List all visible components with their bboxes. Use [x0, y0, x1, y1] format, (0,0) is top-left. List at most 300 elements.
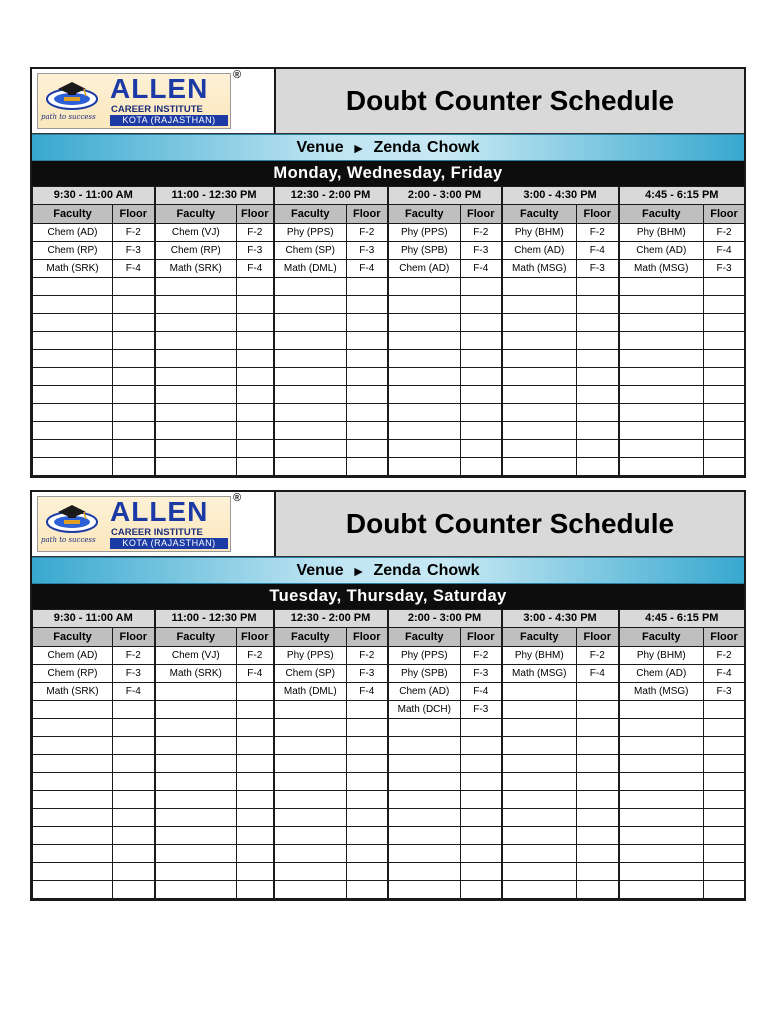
faculty-cell	[33, 278, 113, 296]
floor-cell	[347, 719, 388, 737]
floor-column-header: Floor	[113, 628, 155, 647]
faculty-cell	[155, 827, 237, 845]
floor-cell: F-2	[113, 647, 155, 665]
floor-cell	[347, 278, 388, 296]
table-row	[33, 845, 745, 863]
faculty-cell	[155, 683, 237, 701]
floor-column-header: Floor	[113, 205, 155, 224]
faculty-cell	[619, 332, 704, 350]
faculty-cell	[388, 296, 461, 314]
faculty-column-header: Faculty	[619, 205, 704, 224]
faculty-cell: Chem (VJ)	[155, 224, 237, 242]
faculty-cell	[155, 458, 237, 476]
floor-cell	[237, 719, 274, 737]
time-slot-header: 3:00 - 4:30 PM	[502, 610, 619, 628]
logo-area	[32, 69, 276, 133]
table-row	[33, 314, 745, 332]
floor-cell	[461, 368, 502, 386]
faculty-cell	[502, 278, 577, 296]
floor-cell	[704, 719, 745, 737]
faculty-cell: Math (SRK)	[155, 665, 237, 683]
table-row	[33, 224, 745, 242]
floor-cell	[461, 845, 502, 863]
faculty-cell	[274, 845, 347, 863]
floor-cell	[577, 881, 619, 899]
faculty-cell	[388, 314, 461, 332]
floor-cell	[113, 350, 155, 368]
floor-cell	[577, 422, 619, 440]
faculty-cell: Phy (BHM)	[619, 224, 704, 242]
floor-cell	[237, 755, 274, 773]
floor-cell	[113, 827, 155, 845]
faculty-cell	[274, 440, 347, 458]
allen-logo	[37, 496, 231, 552]
faculty-cell	[274, 719, 347, 737]
floor-cell	[237, 773, 274, 791]
floor-cell	[704, 701, 745, 719]
graduation-cap-emblem-icon	[42, 501, 102, 535]
table-row	[33, 773, 745, 791]
floor-cell	[113, 737, 155, 755]
faculty-cell	[502, 881, 577, 899]
faculty-cell	[33, 773, 113, 791]
faculty-cell	[619, 845, 704, 863]
floor-cell	[577, 845, 619, 863]
floor-cell: F-2	[113, 224, 155, 242]
floor-cell	[347, 404, 388, 422]
floor-cell	[577, 701, 619, 719]
floor-cell	[347, 737, 388, 755]
floor-cell	[577, 827, 619, 845]
faculty-cell	[155, 701, 237, 719]
faculty-cell	[33, 314, 113, 332]
faculty-cell	[155, 422, 237, 440]
floor-cell	[347, 386, 388, 404]
table-row	[33, 719, 745, 737]
faculty-column-header: Faculty	[155, 205, 237, 224]
schedule-table	[32, 186, 745, 476]
faculty-cell: Chem (AD)	[388, 683, 461, 701]
floor-cell	[461, 881, 502, 899]
time-slot-row	[33, 610, 745, 628]
floor-column-header: Floor	[704, 628, 745, 647]
floor-cell	[113, 404, 155, 422]
column-header-row	[33, 628, 745, 647]
faculty-column-header: Faculty	[502, 205, 577, 224]
floor-cell	[461, 791, 502, 809]
floor-cell	[237, 701, 274, 719]
floor-cell	[347, 440, 388, 458]
floor-cell: F-3	[113, 665, 155, 683]
schedule-body	[33, 224, 745, 476]
faculty-cell: Phy (PPS)	[274, 647, 347, 665]
page-title: Doubt Counter Schedule	[345, 85, 675, 116]
faculty-cell	[33, 881, 113, 899]
play-arrow-icon: ►	[351, 139, 366, 156]
floor-cell: F-4	[237, 665, 274, 683]
venue-label: Venue	[296, 561, 344, 579]
faculty-cell	[33, 458, 113, 476]
floor-column-header: Floor	[577, 628, 619, 647]
faculty-cell	[619, 737, 704, 755]
faculty-column-header: Faculty	[388, 628, 461, 647]
faculty-cell	[155, 332, 237, 350]
floor-cell: F-4	[461, 683, 502, 701]
faculty-cell	[33, 440, 113, 458]
faculty-cell	[155, 773, 237, 791]
floor-cell	[237, 440, 274, 458]
time-slot-header: 9:30 - 11:00 AM	[33, 187, 155, 205]
floor-cell	[237, 809, 274, 827]
floor-cell: F-2	[461, 224, 502, 242]
faculty-cell	[33, 332, 113, 350]
faculty-cell	[274, 755, 347, 773]
faculty-cell	[33, 737, 113, 755]
floor-cell	[113, 881, 155, 899]
floor-column-header: Floor	[704, 205, 745, 224]
floor-cell: F-3	[461, 701, 502, 719]
floor-cell	[461, 404, 502, 422]
table-row	[33, 863, 745, 881]
faculty-cell	[502, 683, 577, 701]
faculty-cell	[502, 701, 577, 719]
floor-cell: F-2	[704, 647, 745, 665]
floor-cell: F-4	[704, 665, 745, 683]
floor-cell	[704, 881, 745, 899]
floor-cell: F-4	[461, 260, 502, 278]
faculty-cell	[619, 809, 704, 827]
registered-mark: ®	[233, 492, 242, 504]
floor-cell	[347, 314, 388, 332]
faculty-column-header: Faculty	[155, 628, 237, 647]
floor-cell	[347, 791, 388, 809]
floor-cell	[347, 881, 388, 899]
floor-cell	[704, 863, 745, 881]
floor-cell	[237, 458, 274, 476]
floor-cell	[461, 350, 502, 368]
floor-cell	[577, 863, 619, 881]
faculty-cell: Phy (SPB)	[388, 665, 461, 683]
faculty-cell	[274, 404, 347, 422]
floor-cell	[577, 278, 619, 296]
table-row	[33, 683, 745, 701]
floor-cell	[704, 737, 745, 755]
floor-cell	[577, 458, 619, 476]
floor-cell	[461, 737, 502, 755]
floor-cell	[461, 755, 502, 773]
floor-cell: F-2	[347, 647, 388, 665]
floor-cell	[113, 791, 155, 809]
faculty-cell: Chem (AD)	[502, 242, 577, 260]
table-row	[33, 701, 745, 719]
floor-cell	[461, 440, 502, 458]
table-row	[33, 809, 745, 827]
faculty-cell: Math (MSG)	[619, 683, 704, 701]
floor-cell	[347, 422, 388, 440]
table-row	[33, 827, 745, 845]
faculty-cell	[33, 809, 113, 827]
floor-column-header: Floor	[461, 628, 502, 647]
table-row	[33, 242, 745, 260]
faculty-cell	[33, 701, 113, 719]
faculty-cell	[502, 737, 577, 755]
faculty-cell: Math (MSG)	[619, 260, 704, 278]
faculty-cell: Math (SRK)	[33, 683, 113, 701]
venue-label: Venue	[296, 138, 344, 156]
table-row	[33, 368, 745, 386]
page-title: Doubt Counter Schedule	[345, 508, 675, 539]
faculty-cell: Phy (BHM)	[502, 647, 577, 665]
faculty-cell	[502, 809, 577, 827]
floor-cell	[113, 296, 155, 314]
faculty-cell	[619, 755, 704, 773]
floor-cell: F-4	[237, 260, 274, 278]
floor-cell	[347, 755, 388, 773]
faculty-cell	[33, 863, 113, 881]
faculty-cell	[274, 701, 347, 719]
faculty-cell	[502, 422, 577, 440]
faculty-column-header: Faculty	[33, 628, 113, 647]
schedule-header	[32, 492, 744, 557]
floor-cell	[113, 863, 155, 881]
faculty-cell	[33, 845, 113, 863]
floor-cell	[237, 386, 274, 404]
faculty-cell: Math (DML)	[274, 683, 347, 701]
floor-cell	[113, 809, 155, 827]
floor-cell	[461, 386, 502, 404]
floor-column-header: Floor	[237, 205, 274, 224]
faculty-cell	[619, 296, 704, 314]
faculty-column-header: Faculty	[619, 628, 704, 647]
faculty-cell	[619, 422, 704, 440]
floor-cell: F-3	[347, 665, 388, 683]
faculty-cell: Chem (RP)	[33, 242, 113, 260]
faculty-cell	[619, 863, 704, 881]
floor-cell: F-2	[577, 647, 619, 665]
floor-cell	[704, 278, 745, 296]
play-arrow-icon: ►	[351, 562, 366, 579]
time-slot-header: 12:30 - 2:00 PM	[274, 187, 388, 205]
faculty-column-header: Faculty	[274, 205, 347, 224]
days-bar: Tuesday, Thursday, Saturday	[32, 584, 744, 609]
faculty-cell	[388, 809, 461, 827]
registered-mark: ®	[233, 69, 242, 81]
faculty-cell	[155, 737, 237, 755]
faculty-cell	[33, 422, 113, 440]
faculty-cell: Chem (SP)	[274, 665, 347, 683]
time-slot-header: 4:45 - 6:15 PM	[619, 187, 745, 205]
faculty-cell	[388, 332, 461, 350]
table-row	[33, 296, 745, 314]
faculty-cell	[388, 440, 461, 458]
floor-cell: F-2	[237, 647, 274, 665]
faculty-cell	[274, 458, 347, 476]
floor-cell	[704, 827, 745, 845]
faculty-cell	[155, 809, 237, 827]
table-row	[33, 458, 745, 476]
floor-cell	[461, 809, 502, 827]
floor-cell: F-2	[461, 647, 502, 665]
floor-cell	[577, 737, 619, 755]
time-slot-header: 3:00 - 4:30 PM	[502, 187, 619, 205]
faculty-cell: Chem (AD)	[388, 260, 461, 278]
faculty-cell	[274, 791, 347, 809]
faculty-cell	[619, 386, 704, 404]
floor-cell	[113, 440, 155, 458]
floor-column-header: Floor	[237, 628, 274, 647]
faculty-cell	[502, 863, 577, 881]
floor-cell	[347, 827, 388, 845]
floor-cell	[577, 809, 619, 827]
title-cell	[276, 492, 744, 556]
faculty-cell	[155, 404, 237, 422]
faculty-cell	[388, 881, 461, 899]
table-row	[33, 665, 745, 683]
floor-cell	[461, 773, 502, 791]
faculty-cell	[274, 386, 347, 404]
faculty-cell	[502, 386, 577, 404]
floor-cell: F-3	[704, 260, 745, 278]
floor-cell	[704, 386, 745, 404]
faculty-column-header: Faculty	[502, 628, 577, 647]
floor-cell	[347, 350, 388, 368]
faculty-cell	[502, 845, 577, 863]
faculty-cell	[619, 458, 704, 476]
floor-cell	[577, 350, 619, 368]
floor-cell: F-2	[704, 224, 745, 242]
floor-cell	[237, 368, 274, 386]
faculty-cell	[388, 791, 461, 809]
faculty-cell: Math (DCH)	[388, 701, 461, 719]
table-row	[33, 881, 745, 899]
faculty-cell	[388, 404, 461, 422]
faculty-cell	[388, 719, 461, 737]
faculty-cell	[388, 278, 461, 296]
floor-cell	[347, 332, 388, 350]
faculty-cell	[33, 827, 113, 845]
faculty-cell	[274, 368, 347, 386]
floor-cell	[577, 719, 619, 737]
logo-institute: CAREER INSTITUTE	[111, 527, 203, 538]
faculty-cell	[274, 737, 347, 755]
logo-city: KOTA (RAJASTHAN)	[110, 115, 228, 126]
faculty-cell	[502, 440, 577, 458]
faculty-cell	[274, 314, 347, 332]
faculty-cell: Math (SRK)	[155, 260, 237, 278]
floor-cell	[461, 827, 502, 845]
faculty-cell	[502, 368, 577, 386]
faculty-cell	[155, 881, 237, 899]
faculty-cell: Phy (BHM)	[502, 224, 577, 242]
floor-cell	[704, 368, 745, 386]
faculty-cell	[155, 386, 237, 404]
faculty-cell: Phy (SPB)	[388, 242, 461, 260]
faculty-cell: Chem (AD)	[619, 665, 704, 683]
faculty-cell: Math (DML)	[274, 260, 347, 278]
floor-cell	[113, 755, 155, 773]
faculty-cell: Chem (SP)	[274, 242, 347, 260]
time-slot-header: 11:00 - 12:30 PM	[155, 610, 274, 628]
venue-bar	[32, 134, 744, 161]
floor-cell	[704, 350, 745, 368]
faculty-cell	[388, 827, 461, 845]
floor-cell	[113, 368, 155, 386]
floor-cell: F-4	[347, 260, 388, 278]
floor-cell	[704, 809, 745, 827]
floor-cell	[237, 332, 274, 350]
floor-column-header: Floor	[347, 205, 388, 224]
faculty-cell	[274, 278, 347, 296]
floor-cell: F-4	[577, 242, 619, 260]
floor-cell	[347, 845, 388, 863]
floor-cell	[704, 314, 745, 332]
column-header-row	[33, 205, 745, 224]
schedule-header	[32, 69, 744, 134]
faculty-cell	[388, 737, 461, 755]
schedule-table	[32, 609, 745, 899]
faculty-cell	[155, 719, 237, 737]
floor-cell: F-3	[347, 242, 388, 260]
faculty-cell	[502, 404, 577, 422]
faculty-cell: Chem (RP)	[155, 242, 237, 260]
logo-tagline: path to success	[41, 113, 96, 121]
faculty-cell	[33, 386, 113, 404]
faculty-cell	[155, 296, 237, 314]
faculty-cell	[274, 350, 347, 368]
floor-cell	[461, 278, 502, 296]
logo-brand: ALLEN	[110, 496, 209, 527]
floor-cell	[577, 683, 619, 701]
faculty-cell	[155, 350, 237, 368]
table-row	[33, 278, 745, 296]
floor-cell: F-3	[237, 242, 274, 260]
table-row	[33, 386, 745, 404]
faculty-cell	[274, 332, 347, 350]
schedule-block-2	[30, 490, 746, 901]
logo-institute: CAREER INSTITUTE	[111, 104, 203, 115]
faculty-cell	[155, 278, 237, 296]
faculty-cell: Chem (AD)	[33, 647, 113, 665]
faculty-cell	[388, 422, 461, 440]
floor-cell	[237, 278, 274, 296]
faculty-cell	[274, 881, 347, 899]
floor-cell	[704, 773, 745, 791]
schedule-body	[33, 647, 745, 899]
faculty-cell	[388, 386, 461, 404]
table-row	[33, 791, 745, 809]
floor-cell	[113, 422, 155, 440]
floor-cell	[347, 701, 388, 719]
faculty-cell	[155, 791, 237, 809]
floor-cell	[237, 314, 274, 332]
faculty-cell	[388, 863, 461, 881]
allen-logo	[37, 73, 231, 129]
time-slot-header: 12:30 - 2:00 PM	[274, 610, 388, 628]
floor-cell	[237, 791, 274, 809]
faculty-cell	[619, 827, 704, 845]
floor-cell	[237, 845, 274, 863]
floor-cell	[113, 458, 155, 476]
floor-cell: F-3	[461, 665, 502, 683]
faculty-cell	[155, 440, 237, 458]
faculty-cell	[155, 845, 237, 863]
table-row	[33, 647, 745, 665]
faculty-cell	[619, 791, 704, 809]
floor-cell: F-4	[704, 242, 745, 260]
floor-cell	[237, 404, 274, 422]
logo-area	[32, 492, 276, 556]
floor-cell: F-2	[237, 224, 274, 242]
